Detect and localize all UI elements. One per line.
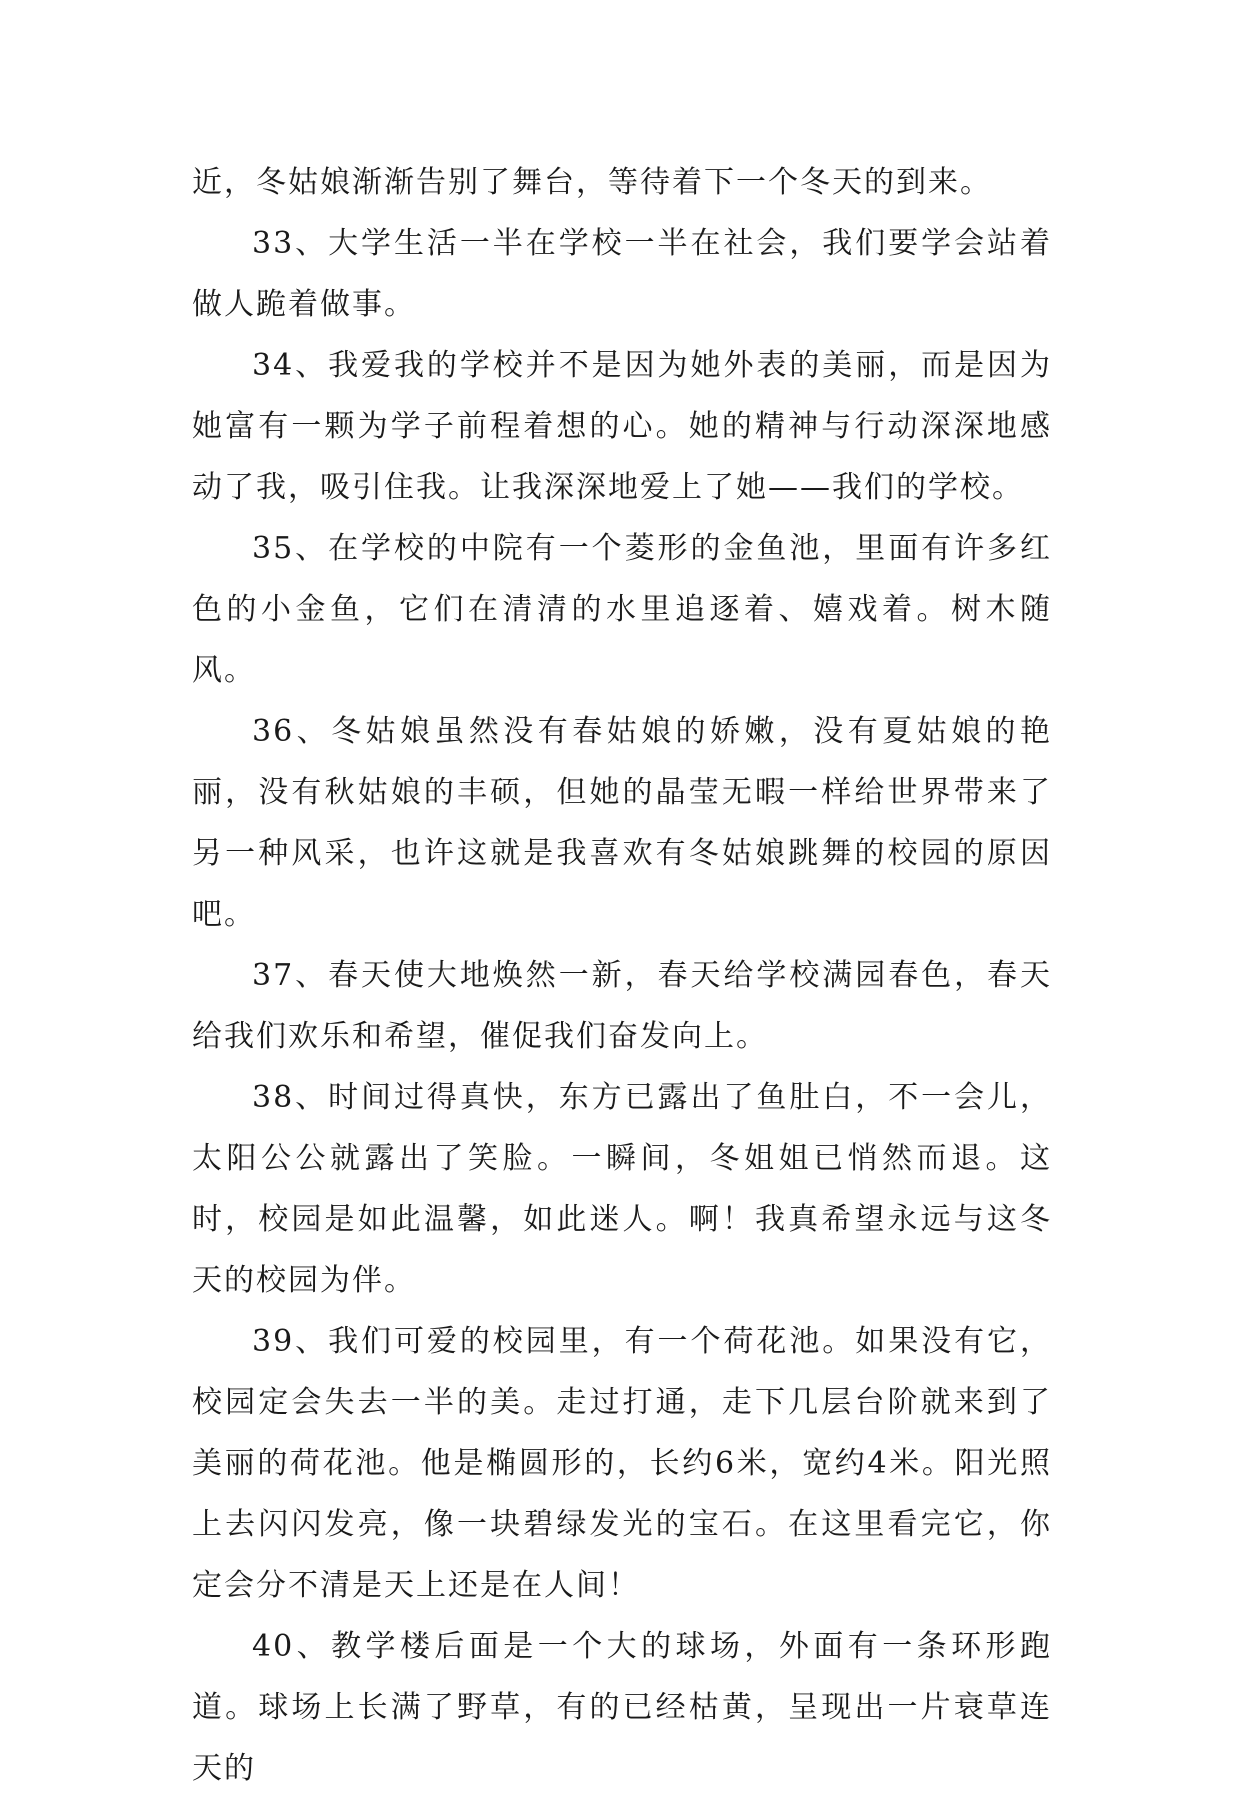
- paragraph-39: 39、我们可爱的校园里，有一个荷花池。如果没有它，校园定会失去一半的美。走过打通，走下几层台阶就来到了美丽的荷花池。他是椭圆形的，长约6米，宽约4米。阳光照上去闪闪发亮，像一块碧绿发光的宝石。在这里看完它，你定会分不清是天上还是在人间！: [192, 1324, 1052, 1603]
- document-body: [192, 152, 1052, 1799]
- paragraph-38: 38、时间过得真快，东方已露出了鱼肚白，不一会儿，太阳公公就露出了笑脸。一瞬间，冬姐姐已悄然而退。这时，校园是如此温馨，如此迷人。啊！我真希望永远与这冬天的校园为伴。: [192, 1080, 1052, 1298]
- paragraph-36: 36、冬姑娘虽然没有春姑娘的娇嫩，没有夏姑娘的艳丽，没有秋姑娘的丰硕，但她的晶莹无暇一样给世界带来了另一种风采，也许这就是我喜欢有冬姑娘跳舞的校园的原因吧。: [192, 714, 1052, 932]
- paragraph-33: 33、大学生活一半在学校一半在社会，我们要学会站着做人跪着做事。: [192, 226, 1052, 322]
- paragraph-34: 34、我爱我的学校并不是因为她外表的美丽，而是因为她富有一颗为学子前程着想的心。她的精神与行动深深地感动了我，吸引住我。让我深深地爱上了她——我们的学校。: [192, 348, 1052, 505]
- paragraph-37: 37、春天使大地焕然一新，春天给学校满园春色，春天给我们欢乐和希望，催促我们奋发向上。: [192, 958, 1052, 1054]
- paragraph-35: 35、在学校的中院有一个菱形的金鱼池，里面有许多红色的小金鱼，它们在清清的水里追逐着、嬉戏着。树木随风。: [192, 531, 1052, 688]
- paragraph-continued: 近，冬姑娘渐渐告别了舞台，等待着下一个冬天的到来。: [192, 165, 992, 200]
- paragraph-40: 40、教学楼后面是一个大的球场，外面有一条环形跑道。球场上长满了野草，有的已经枯黄，呈现出一片衰草连天的: [192, 1629, 1052, 1786]
